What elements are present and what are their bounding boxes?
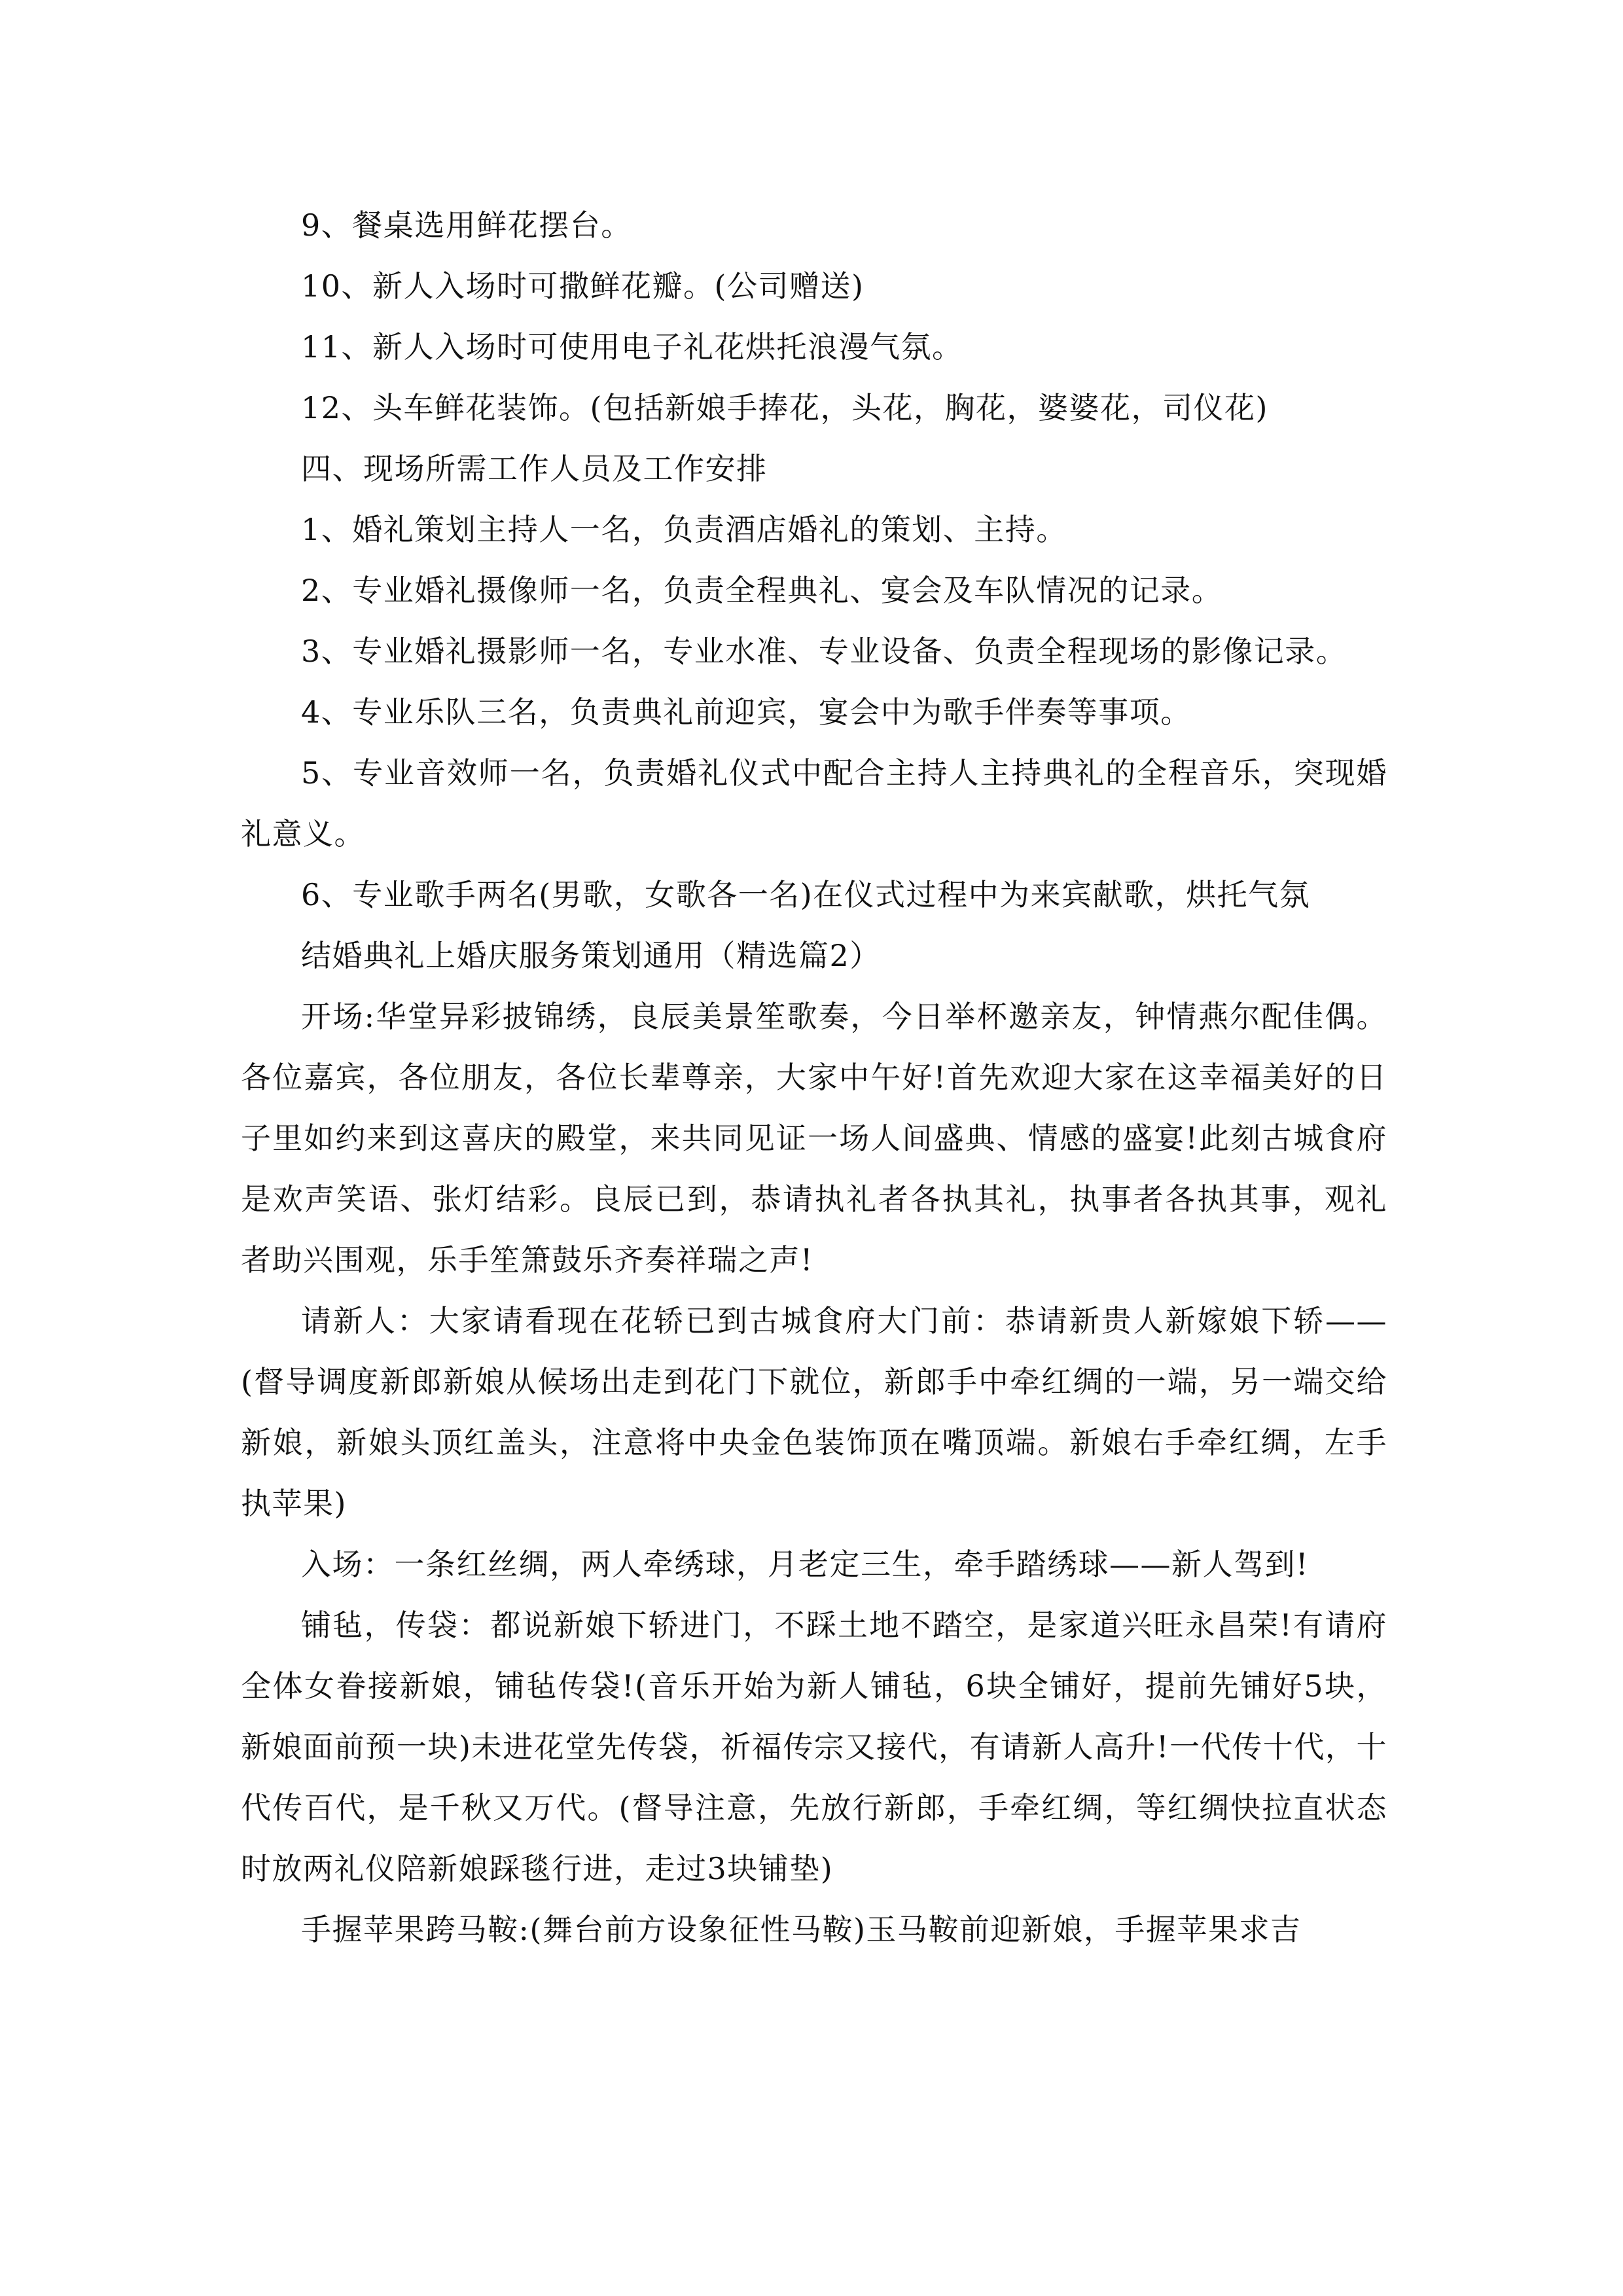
staff-item-5: 5、专业音效师一名，负责婚礼仪式中配合主持人主持典礼的全程音乐，突现婚礼意义。 — [241, 755, 1387, 852]
list-item-9: 9、餐桌选用鲜花摆台。 — [301, 207, 632, 243]
staff-item-3: 3、专业婚礼摄影师一名，专业水准、专业设备、负责全程现场的影像记录。 — [301, 634, 1347, 669]
document-body — [241, 195, 1387, 1960]
list-item-12: 12、头车鲜花装饰。(包括新娘手捧花，头花，胸花，婆婆花，司仪花) — [301, 390, 1268, 425]
staff-item-1: 1、婚礼策划主持人一名，负责酒店婚礼的策划、主持。 — [301, 512, 1067, 547]
staff-item-6: 6、专业歌手两名(男歌，女歌各一名)在仪式过程中为来宾献歌，烘托气氛 — [301, 877, 1311, 912]
list-item-11: 11、新人入场时可使用电子礼花烘托浪漫气氛。 — [301, 329, 963, 365]
section-heading-staff: 四、现场所需工作人员及工作安排 — [301, 451, 768, 486]
paragraph-saddle: 手握苹果跨马鞍:(舞台前方设象征性马鞍)玉马鞍前迎新娘，手握苹果求吉 — [301, 1912, 1302, 1947]
paragraph-invite-couple: 请新人：大家请看现在花轿已到古城食府大门前：恭请新贵人新嫁娘下轿——(督导调度新郎新娘从候场出走到花门下就位，新郎手中牵红绸的一端，另一端交给新娘，新娘头顶红盖头，注意将中央金色装饰顶在嘴顶端。新娘右手牵红绸，左手执苹果) — [241, 1303, 1387, 1521]
paragraph-opening: 开场:华堂异彩披锦绣，良辰美景笙歌奏，今日举杯邀亲友，钟情燕尔配佳偶。各位嘉宾，各位朋友，各位长辈尊亲，大家中午好!首先欢迎大家在这幸福美好的日子里如约来到这喜庆的殿堂，来共同见证一场人间盛典、情感的盛宴!此刻古城食府是欢声笑语、张灯结彩。良辰已到，恭请执礼者各执其礼，执事者各执其事，观礼者助兴围观，乐手笙箫鼓乐齐奏祥瑞之声! — [241, 999, 1387, 1278]
staff-item-4: 4、专业乐队三名，负责典礼前迎宾，宴会中为歌手伴奏等事项。 — [301, 694, 1192, 730]
staff-item-2: 2、专业婚礼摄像师一名，负责全程典礼、宴会及车队情况的记录。 — [301, 573, 1223, 608]
paragraph-entrance: 入场：一条红丝绸，两人牵绣球，月老定三生，牵手踏绣球——新人驾到! — [301, 1547, 1309, 1582]
list-item-10: 10、新人入场时可撒鲜花瓣。(公司赠送) — [301, 268, 865, 304]
paragraph-carpet-bags: 铺毡，传袋：都说新娘下轿进门，不踩土地不踏空，是家道兴旺永昌荣!有请府全体女眷接新娘，铺毡传袋!(音乐开始为新人铺毡，6块全铺好，提前先铺好5块，新娘面前预一块)未进花堂先传袋，祈福传宗又接代，有请新人高升!一代传十代，十代传百代，是千秋又万代。(督导注意，先放行新郎，手牵红绸，等红绸快拉直状态时放两礼仪陪新娘踩毯行进，走过3块铺垫) — [241, 1607, 1387, 1886]
section-title-part-2: 结婚典礼上婚庆服务策划通用（精选篇2） — [301, 938, 881, 973]
